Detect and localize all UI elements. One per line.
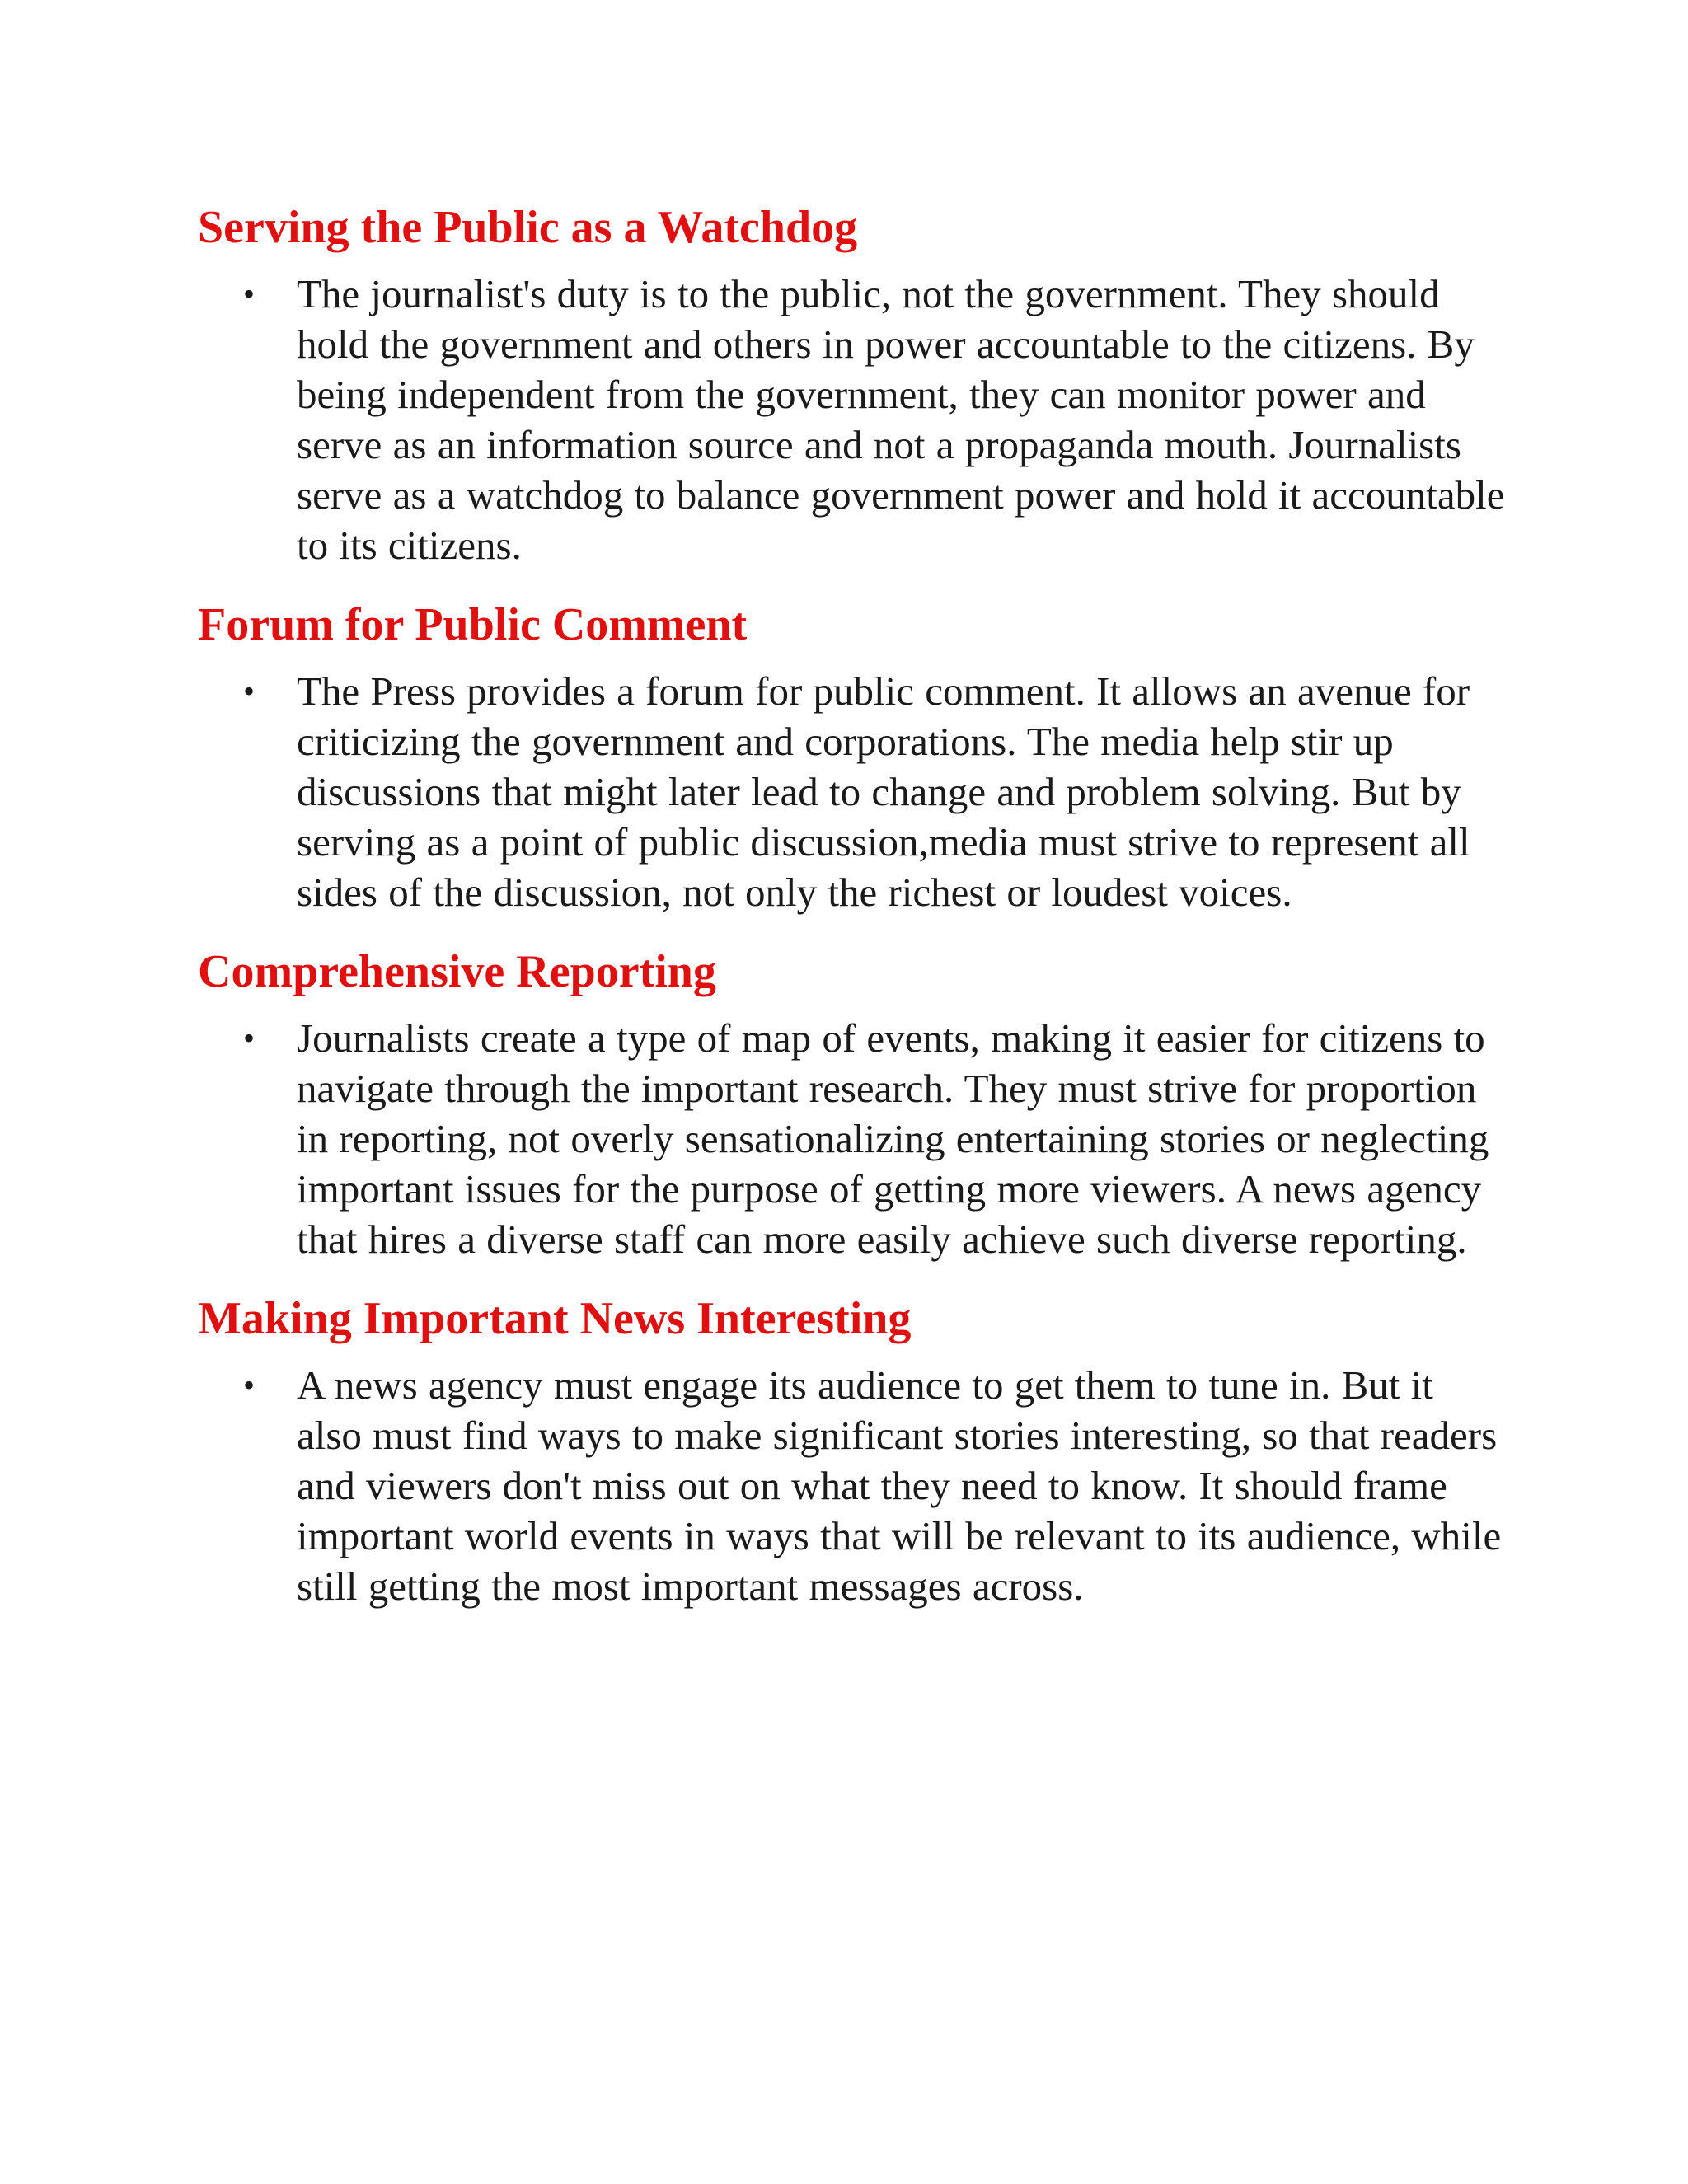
bullet-icon: •: [243, 275, 256, 312]
bullet-icon: •: [243, 1019, 256, 1057]
section-news-interesting: [198, 1287, 1508, 1611]
bullet-icon: •: [243, 1366, 256, 1404]
bullet-item: [198, 1360, 1508, 1611]
bullet-icon: •: [243, 673, 256, 710]
section-watchdog: [198, 196, 1508, 570]
section-heading: Forum for Public Comment: [198, 599, 748, 650]
bullet-text: Journalists create a type of map of events, making it easier for citizens to navigate through the important research. They must strive for proportion in reporting, not overly sensationalizing entertaining stories or neglecting important issues for the purpose of getting more viewers. A news agency that hires a diverse staff can more easily achieve such diverse reporting.: [297, 1015, 1489, 1262]
bullet-item: [198, 666, 1508, 917]
bullet-list: [198, 1360, 1508, 1611]
bullet-item: [198, 1013, 1508, 1264]
bullet-list: [198, 269, 1508, 570]
section-comprehensive-reporting: [198, 940, 1508, 1264]
bullet-text: A news agency must engage its audience to get them to tune in. But it also must find ways to make significant stories interesting, so that readers and viewers don't miss out on what they need to know. It should frame important world events in ways that will be relevant to its audience, while still getting the most important messages across.: [297, 1362, 1502, 1609]
bullet-text: The Press provides a forum for public comment. It allows an avenue for criticizing the government and corporations. The media help stir up discussions that might later lead to change and problem solving. But by serving as a point of public discussion,media must strive to represent all sides of the discussion, not only the richest or loudest voices.: [297, 668, 1470, 915]
section-heading: Comprehensive Reporting: [198, 946, 716, 997]
document-content: [198, 196, 1508, 1611]
section-heading: Serving the Public as a Watchdog: [198, 202, 858, 253]
bullet-list: [198, 1013, 1508, 1264]
bullet-item: [198, 269, 1508, 570]
bullet-text: The journalist's duty is to the public, not the government. They should hold the government and others in power accountable to the citizens. By being independent from the government, they can monitor power and serve as an information source and not a propaganda mouth. Journalists serve as a watchdog to balance government power and hold it accountable to its citizens.: [297, 271, 1505, 568]
bullet-list: [198, 666, 1508, 917]
section-public-comment: [198, 593, 1508, 917]
section-heading: Making Important News Interesting: [198, 1293, 912, 1344]
